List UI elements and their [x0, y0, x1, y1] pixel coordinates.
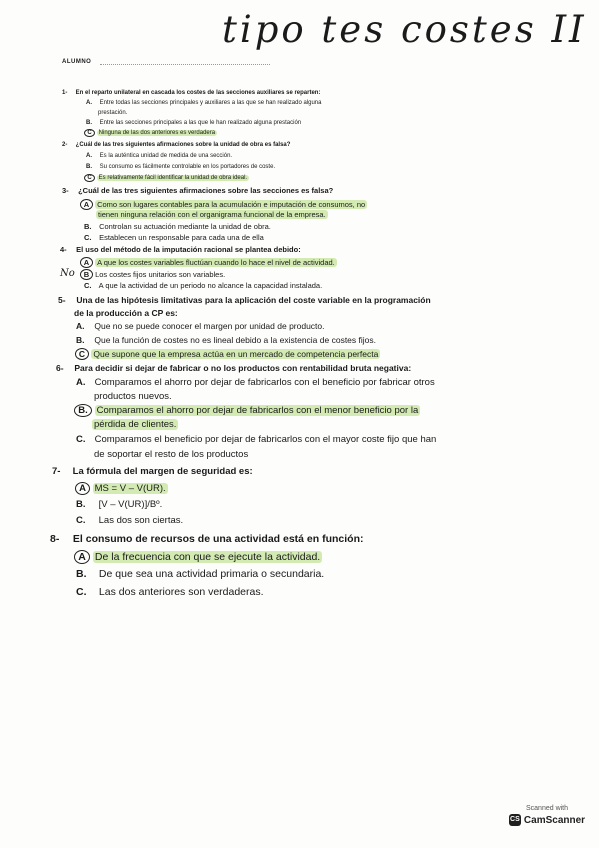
camscanner-name: CamScanner — [523, 814, 586, 826]
question-8: 8- El consumo de recursos de una actividad está en función: — [50, 533, 364, 545]
option-4b: B Los costes fijos unitarios son variables. — [80, 269, 225, 280]
camscanner-watermark — [505, 805, 589, 826]
question-7: 7- La fórmula del margen de seguridad es: — [52, 466, 253, 477]
handwritten-title: tipo tes costes II — [222, 8, 587, 51]
option-4c: C. A que la actividad de un periodo no alcance la capacidad instalada. — [84, 281, 323, 290]
option-1a: A. Entre todas las secciones principales y auxiliares a las que se han realizado alguna — [86, 100, 322, 106]
option-7c: C. Las dos son ciertas. — [76, 515, 184, 526]
scanned-with-label: Scanned with — [525, 805, 569, 812]
option-5b: B. Que la función de costes no es lineal debido a la existencia de costes fijos. — [76, 335, 376, 345]
option-4a: A A que los costes variables fluctúan cuando lo hace el nivel de actividad. — [80, 257, 337, 268]
option-1c: C Ninguna de las dos anteriores es verdadera — [84, 129, 217, 137]
option-8a: A De la frecuencia con que se ejecute la actividad. — [74, 550, 322, 564]
option-6b-cont: pérdida de clientes. — [94, 419, 177, 430]
option-7b: B. [V – V(UR)]/Bº. — [76, 499, 163, 510]
student-name-line — [100, 64, 270, 65]
option-3a-cont: tienen ninguna relación con el organigrama funcional de la empresa. — [98, 210, 326, 219]
option-6a: A. Comparamos el ahorro por dejar de fabricarlos con el beneficio por fabricar otros — [76, 377, 435, 388]
question-4: 4- El uso del método de la imputación racional se plantea debido: — [60, 245, 301, 254]
handwritten-no-mark: No — [60, 268, 75, 279]
question-2: 2- ¿Cuál de las tres siguientes afirmaciones sobre la unidad de obra es falsa? — [62, 142, 291, 148]
option-3a: A Como son lugares contables para la acumulación e imputación de consumos, no — [80, 199, 367, 210]
camscanner-logo-icon: CS — [509, 814, 521, 826]
option-2c: C Es relativamente fácil identificar la unidad de obra ideal. — [84, 174, 249, 182]
option-7a: A MS = V – V(UR). — [75, 482, 168, 495]
option-5c: C Que supone que la empresa actúa en un mercado de competencia perfecta — [75, 348, 380, 360]
option-6b: B. Comparamos el ahorro por dejar de fabricarlos con el menor beneficio por la — [74, 404, 420, 417]
question-6: 6- Para decidir si dejar de fabricar o no los productos con rentabilidad bruta negativa: — [56, 363, 412, 373]
option-6a-cont: productos nuevos. — [94, 391, 172, 402]
option-8c: C. Las dos anteriores son verdaderas. — [76, 586, 264, 598]
option-5a: A. Que no se puede conocer el margen por unidad de producto. — [76, 321, 325, 331]
option-6c-cont: de soportar el resto de los productos — [94, 449, 249, 460]
option-1b: B. Entre las secciones principales a las que le han realizado alguna prestación — [86, 120, 302, 126]
question-3: 3- ¿Cuál de las tres siguientes afirmaciones sobre las secciones es falsa? — [62, 186, 334, 195]
option-1a-cont: prestación. — [98, 110, 128, 116]
student-label: ALUMNO — [62, 59, 92, 65]
option-6c: C. Comparamos el beneficio por dejar de fabricarlos con el mayor coste fijo que han — [76, 434, 437, 445]
question-5-cont: de la producción a CP es: — [74, 308, 178, 318]
question-1: 1- En el reparto unilateral en cascada los costes de las secciones auxiliares se reparten: — [62, 90, 321, 96]
option-2b: B. Su consumo es fácilmente controlable en los portadores de coste. — [86, 164, 276, 170]
option-8b: B. De que sea una actividad primaria o secundaria. — [76, 568, 325, 580]
option-3b: B. Controlan su actuación mediante la unidad de obra. — [84, 222, 271, 231]
option-2a: A. Es la auténtica unidad de medida de una sección. — [86, 153, 233, 159]
question-5: 5- Una de las hipótesis limitativas para la aplicación del coste variable en la programación — [58, 295, 431, 305]
option-3c: C. Establecen un responsable para cada una de ella — [84, 233, 264, 242]
